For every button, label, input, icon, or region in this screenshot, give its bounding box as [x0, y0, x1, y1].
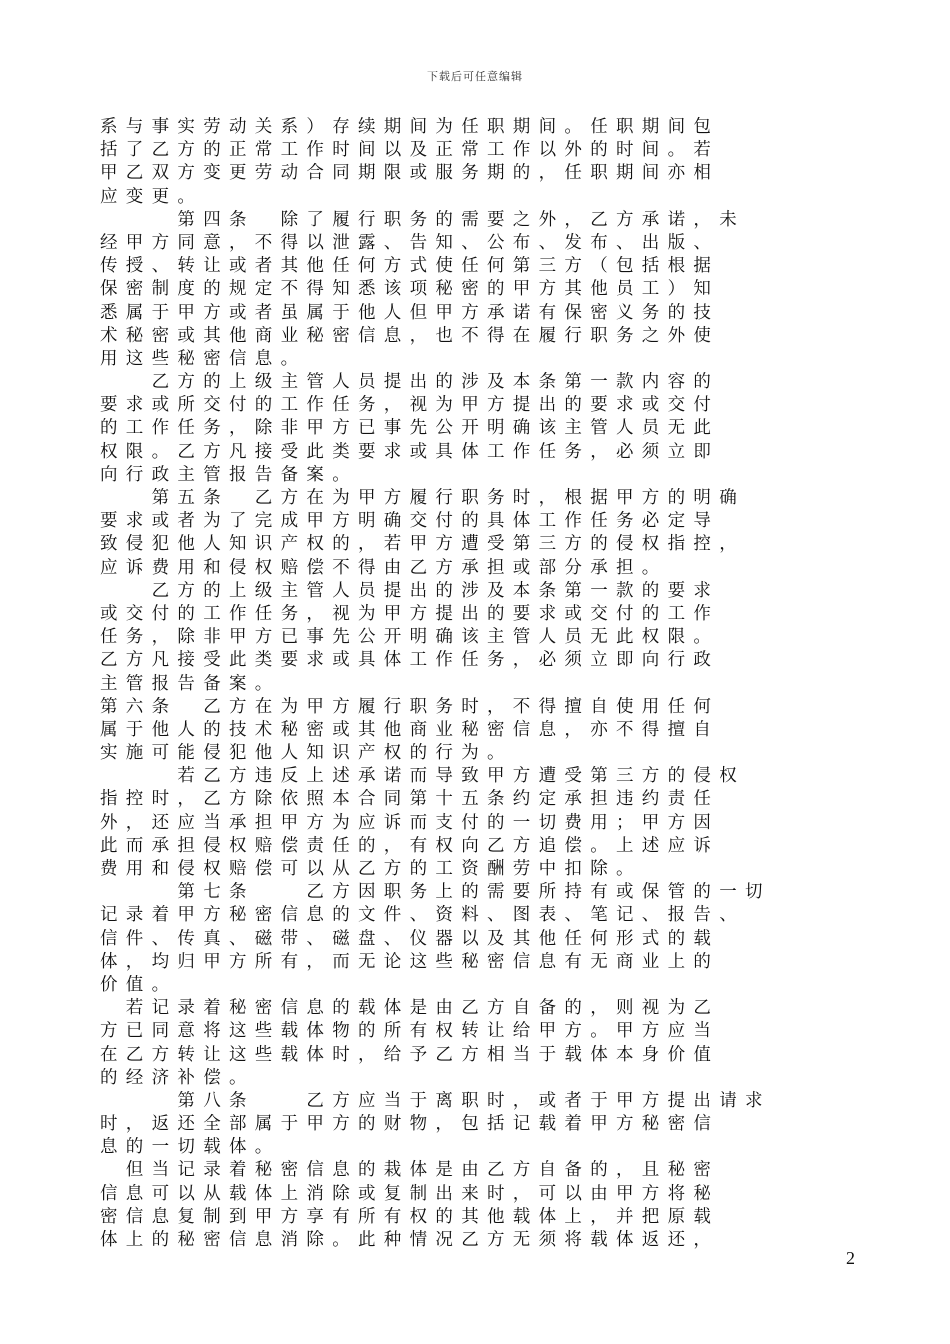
text-line: 属于他人的技术秘密或其他商业秘密信息，亦不得擅自 — [100, 719, 720, 740]
page-number: 2 — [846, 1248, 855, 1268]
text-line: 任务，除非甲方已事先公开明确该主管人员无此权限。 — [100, 627, 720, 648]
text-line: 术秘密或其他商业秘密信息，也不得在履行职务之外使 — [100, 325, 720, 346]
text-line: 传授、转让或者其他任何方式使任何第三方（包括根据 — [100, 256, 720, 277]
text-line: 的经济补偿。 — [100, 1067, 255, 1088]
text-line: 致侵犯他人知识产权的，若甲方遭受第三方的侵权指控， — [100, 534, 745, 555]
text-line: 主管报告备案。 — [100, 673, 281, 694]
text-line: 应诉费用和侵权赔偿不得由乙方承担或部分承担。 — [100, 557, 668, 578]
text-line: 系与事实劳动关系）存续期间为任职期间。任职期间包 — [100, 117, 720, 137]
text-line: 或交付的工作任务，视为甲方提出的要求或交付的工作 — [100, 603, 720, 624]
text-line: 乙方的上级主管人员提出的涉及本条第一款内容的 — [100, 372, 720, 393]
text-line: 第五条 乙方在为甲方履行职务时，根据甲方的明确 — [100, 488, 745, 508]
text-line: 甲乙双方变更劳动合同期限或服务期的，任职期间亦相 — [100, 163, 720, 184]
text-line: 费用和侵权赔偿可以从乙方的工资酬劳中扣除。 — [100, 859, 642, 879]
text-line: 乙方的上级主管人员提出的涉及本条第一款的要求 — [100, 580, 720, 601]
text-line: 密信息复制到甲方享有所有权的其他载体上，并把原载 — [100, 1206, 720, 1227]
text-line: 息的一切载体。 — [100, 1137, 281, 1158]
text-line: 信息可以从载体上消除或复制出来时，可以由甲方将秘 — [100, 1183, 720, 1204]
text-line: 若记录着秘密信息的载体是由乙方自备的，则视为乙 — [100, 998, 720, 1019]
text-line: 要求或者为了完成甲方明确交付的具体工作任务必定导 — [100, 511, 720, 532]
text-line: 外，还应当承担甲方为应诉而支付的一切费用；甲方因 — [100, 812, 720, 833]
text-line: 方已同意将这些载体物的所有权转让给甲方。甲方应当 — [100, 1021, 720, 1042]
text-line: 信件、传真、磁带、磁盘、仪器以及其他任何形式的载 — [100, 928, 720, 949]
text-line: 经甲方同意，不得以泄露、告知、公布、发布、出版、 — [100, 232, 720, 253]
text-line: 要求或所交付的工作任务，视为甲方提出的要求或交付 — [100, 395, 720, 416]
text-line: 括了乙方的正常工作时间以及正常工作以外的时间。若 — [100, 140, 720, 161]
page-header: 下载后可任意编辑 — [427, 70, 523, 83]
text-line: 乙方凡接受此类要求或具体工作任务，必须立即向行政 — [100, 650, 720, 671]
text-line: 价值。 — [100, 974, 178, 995]
text-line: 体，均归甲方所有，而无论这些秘密信息有无商业上的 — [100, 951, 720, 972]
text-line: 悉属于甲方或者虽属于他人但甲方承诺有保密义务的技 — [100, 302, 720, 323]
text-line: 权限。乙方凡接受此类要求或具体工作任务，必须立即 — [100, 441, 720, 462]
text-line: 时，返还全部属于甲方的财物，包括记载着甲方秘密信 — [100, 1114, 720, 1135]
text-line: 实施可能侵犯他人知识产权的行为。 — [100, 743, 513, 764]
text-line: 若乙方违反上述承诺而导致甲方遭受第三方的侵权 — [100, 766, 745, 787]
text-line: 第七条 乙方因职务上的需要所持有或保管的一切 — [100, 882, 771, 903]
text-line: 应变更。 — [100, 186, 204, 207]
text-line: 指控时，乙方除依照本合同第十五条约定承担违约责任 — [100, 789, 720, 810]
text-line: 第六条 乙方在为甲方履行职务时，不得擅自使用任何 — [100, 696, 720, 717]
text-line: 用这些秘密信息。 — [100, 348, 307, 369]
text-line: 但当记录着秘密信息的栽体是由乙方自备的，且秘密 — [100, 1160, 720, 1181]
text-line: 的工作任务，除非甲方已事先公开明确该主管人员无此 — [100, 418, 720, 439]
text-line: 体上的秘密信息消除。此种情况乙方无须将载体返还， — [100, 1230, 720, 1250]
text-line: 在乙方转让这些载体时，给予乙方相当于载体本身价值 — [100, 1044, 720, 1065]
text-line: 记录着甲方秘密信息的文件、资料、图表、笔记、报告、 — [100, 905, 745, 926]
text-line: 第四条 除了履行职务的需要之外，乙方承诺，未 — [100, 209, 745, 230]
text-line: 第八条 乙方应当于离职时，或者于甲方提出请求 — [100, 1090, 771, 1111]
document-body — [100, 116, 850, 1252]
text-line: 此而承担侵权赔偿责任的，有权向乙方追偿。上述应诉 — [100, 835, 720, 856]
text-line: 向行政主管报告备案。 — [100, 464, 358, 485]
text-line: 保密制度的规定不得知悉该项秘密的甲方其他员工）知 — [100, 279, 720, 300]
